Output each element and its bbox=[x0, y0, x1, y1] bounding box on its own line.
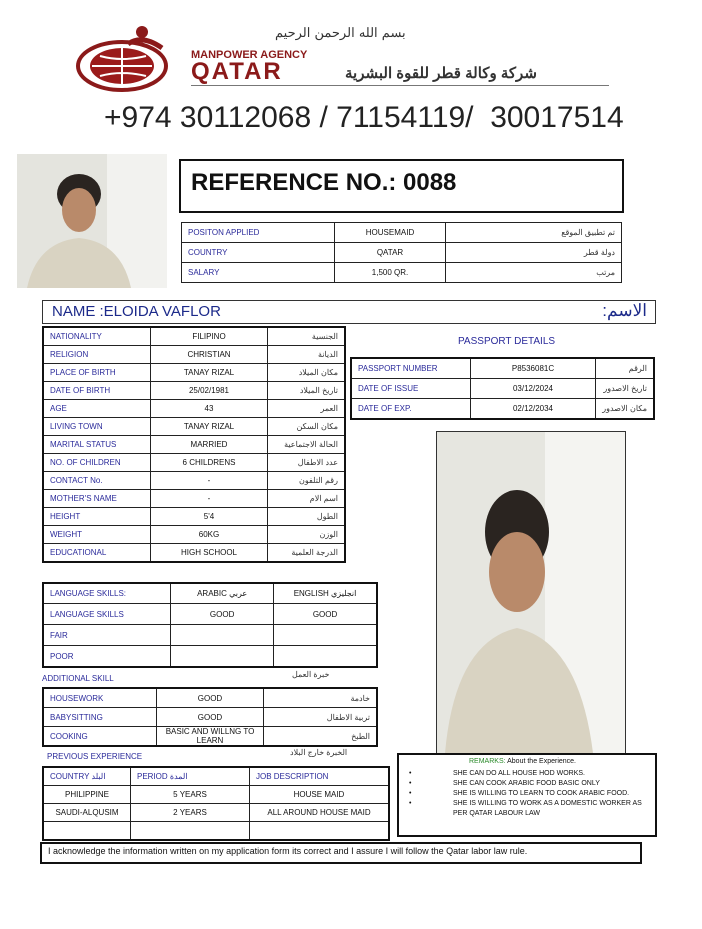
bullet-icon: • bbox=[409, 790, 412, 797]
experience-cell: ALL AROUND HOUSE MAID bbox=[250, 804, 390, 822]
personal-label-arabic: رقم التلفون bbox=[268, 472, 346, 490]
language-table bbox=[42, 582, 378, 668]
remark-item: SHE IS WILLING TO LEARN TO COOK ARABIC FOOD. • bbox=[409, 790, 630, 797]
experience-header-row bbox=[43, 767, 389, 786]
language-cell bbox=[274, 646, 377, 668]
language-cell: POOR bbox=[43, 646, 171, 668]
position-row bbox=[182, 263, 622, 283]
personal-value: FILIPINO bbox=[151, 327, 268, 346]
skill-row bbox=[43, 688, 377, 708]
personal-row bbox=[43, 400, 345, 418]
personal-label-arabic: اسم الام bbox=[268, 490, 346, 508]
personal-row bbox=[43, 364, 345, 382]
personal-label: DATE OF BIRTH bbox=[43, 382, 151, 400]
personal-row bbox=[43, 508, 345, 526]
applicant-photo-small bbox=[17, 154, 167, 288]
position-label-arabic: تم تطبيق الموقع bbox=[446, 223, 622, 243]
passport-label: DATE OF EXP. bbox=[351, 399, 471, 420]
personal-label: MARITAL STATUS bbox=[43, 436, 151, 454]
skill-label: COOKING bbox=[43, 727, 157, 747]
personal-value: - bbox=[151, 490, 268, 508]
acknowledgement-box bbox=[40, 842, 642, 864]
personal-value: HIGH SCHOOL bbox=[151, 544, 268, 563]
experience-row bbox=[43, 786, 389, 804]
personal-label-arabic: الديانة bbox=[268, 346, 346, 364]
applicant-name: NAME :ELOIDA VAFLOR bbox=[52, 303, 221, 320]
experience-cell bbox=[250, 822, 390, 841]
position-table bbox=[181, 222, 622, 283]
skill-label: HOUSEWORK bbox=[43, 688, 157, 708]
personal-value: TANAY RIZAL bbox=[151, 364, 268, 382]
header-underline bbox=[191, 85, 609, 86]
reference-number: REFERENCE NO.: 0088 bbox=[191, 169, 457, 196]
language-cell bbox=[171, 625, 274, 646]
experience-cell: HOUSE MAID bbox=[250, 786, 390, 804]
personal-row bbox=[43, 454, 345, 472]
personal-label-arabic: الطول bbox=[268, 508, 346, 526]
language-header-cell: LANGUAGE SKILLS: bbox=[43, 583, 171, 604]
personal-label-arabic: عدد الاطفال bbox=[268, 454, 346, 472]
language-header-cell: ENGLISH انجليزي bbox=[274, 583, 377, 604]
agency-logo bbox=[70, 22, 180, 94]
personal-label-arabic: الحالة الاجتماعية bbox=[268, 436, 346, 454]
language-header-cell: ARABIC عربي bbox=[171, 583, 274, 604]
personal-value: 60KG bbox=[151, 526, 268, 544]
reference-box bbox=[179, 159, 624, 213]
acknowledgement-text: I acknowledge the information written on my application form its correct and I assure I will follow the Qatar labor law rule. bbox=[48, 846, 528, 856]
bullet-icon: • bbox=[409, 800, 412, 807]
personal-label: NATIONALITY bbox=[43, 327, 151, 346]
personal-label: NO. OF CHILDREN bbox=[43, 454, 151, 472]
skill-row bbox=[43, 708, 377, 727]
personal-value: 6 CHILDRENS bbox=[151, 454, 268, 472]
passport-value: 02/12/2034 bbox=[471, 399, 596, 420]
personal-row bbox=[43, 346, 345, 364]
applicant-photo-large bbox=[436, 431, 626, 754]
skill-label-arabic: خادمة bbox=[264, 688, 378, 708]
skills-table bbox=[42, 687, 378, 747]
phone-numbers: +974 30112068 / 71154119/ 30017514 bbox=[104, 101, 624, 134]
previous-experience-title-arabic: الخبرة خارج البلاد bbox=[290, 748, 348, 757]
personal-row bbox=[43, 327, 345, 346]
position-label-arabic: دولة قطر bbox=[446, 243, 622, 263]
position-value: QATAR bbox=[335, 243, 446, 263]
position-row bbox=[182, 243, 622, 263]
position-label: COUNTRY bbox=[182, 243, 335, 263]
language-cell: LANGUAGE SKILLS bbox=[43, 604, 171, 625]
experience-header-cell: COUNTRY البلد bbox=[43, 767, 131, 786]
agency-name-small: MANPOWER AGENCY bbox=[191, 49, 308, 61]
remarks-list bbox=[409, 769, 653, 819]
remark-item: SHE CAN DO ALL HOUSE HOD WORKS. • bbox=[409, 770, 585, 777]
passport-value: P8536081C bbox=[471, 358, 596, 379]
applicant-name-arabic: الاسم: bbox=[602, 301, 647, 320]
personal-row bbox=[43, 490, 345, 508]
experience-header-cell: PERIOD المدة bbox=[131, 767, 250, 786]
basmala: بسم الله الرحمن الرحيم bbox=[275, 26, 406, 41]
bullet-icon: • bbox=[409, 780, 412, 787]
personal-label-arabic: مكان السكن bbox=[268, 418, 346, 436]
position-value: HOUSEMAID bbox=[335, 223, 446, 243]
passport-table bbox=[350, 357, 655, 420]
personal-row bbox=[43, 436, 345, 454]
passport-title: PASSPORT DETAILS bbox=[458, 336, 556, 347]
personal-label-arabic: الجنسية bbox=[268, 327, 346, 346]
personal-details-table bbox=[42, 326, 346, 563]
language-cell: FAIR bbox=[43, 625, 171, 646]
personal-label-arabic: تاريخ الميلاد bbox=[268, 382, 346, 400]
remark-item: SHE CAN COOK ARABIC FOOD BASIC ONLY • bbox=[409, 780, 600, 787]
experience-cell: 5 YEARS bbox=[131, 786, 250, 804]
personal-row bbox=[43, 418, 345, 436]
personal-row bbox=[43, 526, 345, 544]
skill-label-arabic: تربية الاطفال bbox=[264, 708, 378, 727]
bullet-icon: • bbox=[409, 770, 412, 777]
passport-row bbox=[351, 379, 654, 399]
language-header-row bbox=[43, 583, 377, 604]
passport-label: DATE OF ISSUE bbox=[351, 379, 471, 399]
personal-value: - bbox=[151, 472, 268, 490]
experience-header-cell: JOB DESCRIPTION bbox=[250, 767, 390, 786]
passport-label-arabic: الرقم bbox=[596, 358, 655, 379]
passport-label: PASSPORT NUMBER bbox=[351, 358, 471, 379]
personal-label: PLACE OF BIRTH bbox=[43, 364, 151, 382]
personal-label-arabic: مكان الميلاد bbox=[268, 364, 346, 382]
personal-label: WEIGHT bbox=[43, 526, 151, 544]
personal-value: TANAY RIZAL bbox=[151, 418, 268, 436]
experience-row bbox=[43, 822, 389, 841]
passport-label-arabic: مكان الاصدور bbox=[596, 399, 655, 420]
skill-label: BABYSITTING bbox=[43, 708, 157, 727]
personal-row bbox=[43, 472, 345, 490]
passport-label-arabic: تاريخ الاصدور bbox=[596, 379, 655, 399]
language-row bbox=[43, 646, 377, 668]
language-cell: GOOD bbox=[171, 604, 274, 625]
personal-value: 25/02/1981 bbox=[151, 382, 268, 400]
experience-cell: 2 YEARS bbox=[131, 804, 250, 822]
language-row bbox=[43, 604, 377, 625]
remarks-title: REMARKS: bbox=[469, 758, 506, 765]
personal-value: 43 bbox=[151, 400, 268, 418]
personal-label: MOTHER'S NAME bbox=[43, 490, 151, 508]
personal-label: CONTACT No. bbox=[43, 472, 151, 490]
agency-name-big: QATAR bbox=[191, 58, 283, 85]
additional-skill-title: ADDITIONAL SKILL bbox=[42, 674, 114, 683]
position-label: SALARY bbox=[182, 263, 335, 283]
name-bar bbox=[42, 300, 656, 324]
experience-cell: SAUDI-ALQUSIM bbox=[43, 804, 131, 822]
agency-name-arabic: شركة وكالة قطر للقوة البشرية bbox=[345, 65, 537, 82]
position-label: POSITON APPLIED bbox=[182, 223, 335, 243]
passport-value: 03/12/2024 bbox=[471, 379, 596, 399]
personal-value: 5'4 bbox=[151, 508, 268, 526]
personal-label-arabic: الدرجة العلمية bbox=[268, 544, 346, 563]
experience-row bbox=[43, 804, 389, 822]
position-value: 1,500 QR. bbox=[335, 263, 446, 283]
skill-row bbox=[43, 727, 377, 747]
personal-label-arabic: العمر bbox=[268, 400, 346, 418]
position-row bbox=[182, 223, 622, 243]
position-label-arabic: مرتب bbox=[446, 263, 622, 283]
personal-label: LIVING TOWN bbox=[43, 418, 151, 436]
skill-value: GOOD bbox=[157, 688, 264, 708]
skill-value: BASIC AND WILLNG TO LEARN bbox=[157, 727, 264, 747]
personal-label: EDUCATIONAL bbox=[43, 544, 151, 563]
personal-row bbox=[43, 382, 345, 400]
personal-label: HEIGHT bbox=[43, 508, 151, 526]
previous-experience-title: PREVIOUS EXPERIENCE bbox=[47, 752, 143, 761]
experience-cell bbox=[131, 822, 250, 841]
personal-value: MARRIED bbox=[151, 436, 268, 454]
personal-label: RELIGION bbox=[43, 346, 151, 364]
language-cell bbox=[171, 646, 274, 668]
additional-skill-title-arabic: خبرة العمل bbox=[292, 670, 330, 679]
remarks-subtitle: About the Experience. bbox=[507, 758, 577, 765]
remark-item: SHE IS WILLING TO WORK AS A DOMESTIC WORKER AS PER QATAR LABOUR LAW • bbox=[409, 800, 642, 817]
skill-label-arabic: الطبخ bbox=[264, 727, 378, 747]
language-cell bbox=[274, 625, 377, 646]
language-row bbox=[43, 625, 377, 646]
skill-value: GOOD bbox=[157, 708, 264, 727]
personal-label-arabic: الوزن bbox=[268, 526, 346, 544]
personal-label: AGE bbox=[43, 400, 151, 418]
experience-table bbox=[42, 766, 390, 841]
language-cell: GOOD bbox=[274, 604, 377, 625]
passport-row bbox=[351, 358, 654, 379]
experience-cell: PHILIPPINE bbox=[43, 786, 131, 804]
remarks-box bbox=[397, 753, 657, 837]
personal-value: CHRISTIAN bbox=[151, 346, 268, 364]
passport-row bbox=[351, 399, 654, 420]
experience-cell bbox=[43, 822, 131, 841]
personal-row bbox=[43, 544, 345, 563]
